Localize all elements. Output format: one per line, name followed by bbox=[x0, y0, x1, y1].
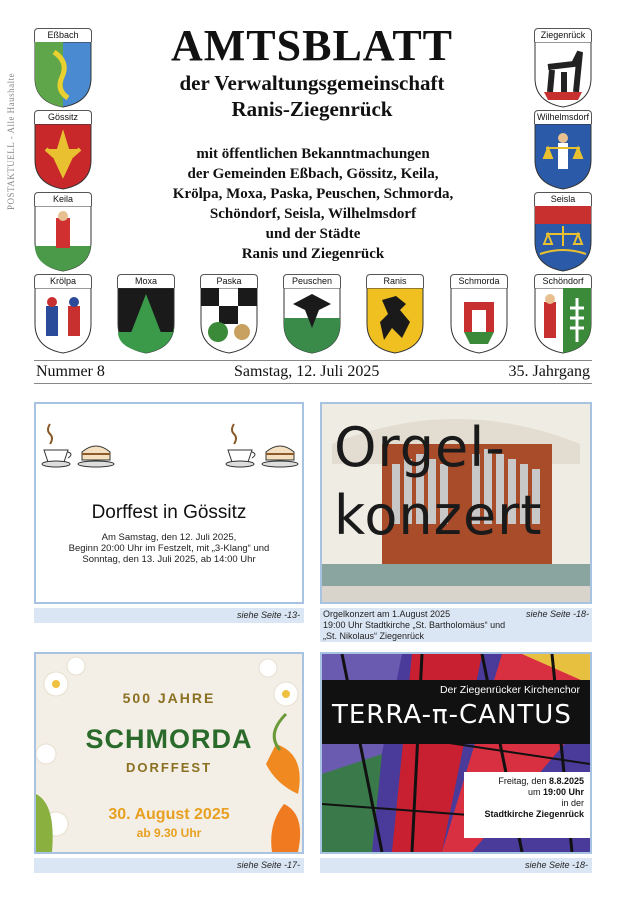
text-part: Freitag, den bbox=[498, 776, 549, 786]
page-title: AMTSBLATT bbox=[170, 21, 454, 70]
crest-seisla bbox=[534, 192, 592, 272]
caption-line: „St. Nikolaus“ Ziegenrück bbox=[323, 631, 425, 641]
subtitle: der Verwaltungsgemeinschaft bbox=[179, 71, 445, 95]
subtitle-2: Ranis-Ziegenrück bbox=[231, 97, 393, 121]
crest-label: Ziegenrück bbox=[534, 28, 592, 42]
crest-moxa-icon bbox=[117, 288, 175, 354]
crest-goessitz bbox=[34, 110, 92, 190]
chor-banner bbox=[322, 680, 590, 744]
crest-essbach-icon bbox=[34, 42, 92, 108]
issue-number: Nummer 8 bbox=[36, 363, 105, 380]
schmorda-box[interactable] bbox=[34, 652, 304, 854]
dorffest-text bbox=[36, 532, 302, 565]
issue-date: Samstag, 12. Juli 2025 bbox=[234, 363, 380, 380]
crest-ranis bbox=[366, 274, 424, 354]
crest-essbach bbox=[34, 28, 92, 108]
chor-box[interactable] bbox=[320, 652, 592, 854]
crest-paska bbox=[200, 274, 258, 354]
crest-label: Ranis bbox=[366, 274, 424, 288]
chor-caption: siehe Seite -18- bbox=[320, 858, 592, 873]
crest-schmorda bbox=[450, 274, 508, 354]
intro-line: der Gemeinden Eßbach, Gössitz, Keila, bbox=[187, 166, 439, 182]
intro-text bbox=[130, 144, 496, 264]
chor-venue: Stadtkirche Ziegenrück bbox=[484, 809, 584, 819]
crest-label: Keila bbox=[34, 192, 92, 206]
crest-ranis-icon bbox=[366, 288, 424, 354]
schmorda-name: SCHMORDA bbox=[85, 724, 253, 754]
caption-line: Orgelkonzert am 1.August 2025 bbox=[323, 609, 451, 619]
crest-peuschen-icon bbox=[283, 288, 341, 354]
intro-line: und der Städte bbox=[265, 226, 361, 242]
dorffest-heading: Dorffest in Gössitz bbox=[91, 502, 247, 523]
crest-label: Schmorda bbox=[450, 274, 508, 288]
text-line: Am Samstag, den 12. Juli 2025, bbox=[101, 532, 237, 543]
intro-line: Krölpa, Moxa, Paska, Peuschen, Schmorda, bbox=[172, 186, 454, 202]
text-line: Beginn 20:00 Uhr im Festzelt, mit „3-Klang“ und bbox=[68, 543, 270, 554]
crest-label: Krölpa bbox=[34, 274, 92, 288]
chor-name: TERRA-π-CANTUS bbox=[332, 700, 572, 730]
crest-schoendorf bbox=[534, 274, 592, 354]
orgel-word2: konzert bbox=[334, 484, 543, 547]
crest-schmorda-icon bbox=[450, 288, 508, 354]
crest-seisla-icon bbox=[534, 206, 592, 272]
schmorda-fest: DORFFEST bbox=[125, 760, 213, 775]
crest-label: Paska bbox=[200, 274, 258, 288]
chor-line1 bbox=[464, 776, 584, 787]
crest-kroelpa-icon bbox=[34, 288, 92, 354]
chor-date: 8.8.2025 bbox=[548, 776, 584, 786]
orgel-caption-block bbox=[320, 608, 592, 642]
orgel-word1: Orgel- bbox=[334, 416, 506, 479]
side-text: POSTAKTUELL - Alle Haushalte bbox=[6, 72, 16, 210]
dorffest-box[interactable] bbox=[34, 402, 304, 604]
chor-top: Der Ziegenrücker Kirchenchor bbox=[439, 684, 580, 696]
schmorda-time: ab 9.30 Uhr bbox=[136, 826, 202, 840]
crest-peuschen bbox=[283, 274, 341, 354]
crest-label: Eßbach bbox=[34, 28, 92, 42]
crest-label: Seisla bbox=[534, 192, 592, 206]
crest-label: Moxa bbox=[117, 274, 175, 288]
chor-info bbox=[464, 772, 590, 838]
crest-wilhelmsdorf bbox=[534, 110, 592, 190]
crest-schoendorf-icon bbox=[534, 288, 592, 354]
coffee-cake-icon bbox=[36, 412, 302, 482]
crest-wilhelmsdorf-icon bbox=[534, 124, 592, 190]
text-line: Sonntag, den 13. Juli 2025, ab 14:00 Uhr bbox=[82, 554, 256, 565]
crest-label: Peuschen bbox=[283, 274, 341, 288]
issue-year: 35. Jahrgang bbox=[508, 363, 590, 380]
crest-ziegenrueck-icon bbox=[534, 42, 592, 108]
crest-paska-icon bbox=[200, 288, 258, 354]
masthead bbox=[120, 22, 504, 122]
schmorda-jahre: 500 JAHRE bbox=[122, 690, 216, 706]
schmorda-date: 30. August 2025 bbox=[108, 806, 230, 823]
crest-keila bbox=[34, 192, 92, 272]
crest-label: Schöndorf bbox=[534, 274, 592, 288]
crest-keila-icon bbox=[34, 206, 92, 272]
crest-ziegenrueck bbox=[534, 28, 592, 108]
intro-line: mit öffentlichen Bekanntmachungen bbox=[196, 146, 430, 162]
chor-line3: in der bbox=[561, 798, 584, 808]
intro-line: Schöndorf, Seisla, Wilhelmsdorf bbox=[209, 206, 417, 222]
chor-line2 bbox=[464, 787, 584, 798]
issue-bar bbox=[34, 360, 592, 384]
dorffest-caption: siehe Seite -13- bbox=[34, 608, 304, 623]
crest-label: Gössitz bbox=[34, 110, 92, 124]
crest-moxa bbox=[117, 274, 175, 354]
intro-line: Ranis und Ziegenrück bbox=[241, 246, 385, 262]
chor-time: 19:00 Uhr bbox=[542, 787, 584, 797]
crest-label: Wilhelmsdorf bbox=[534, 110, 592, 124]
orgel-caption: siehe Seite -18- bbox=[525, 609, 589, 619]
crest-kroelpa bbox=[34, 274, 92, 354]
caption-line: 19:00 Uhr Stadtkirche „St. Bartholomäus“ und bbox=[323, 620, 506, 630]
orgel-box[interactable] bbox=[320, 402, 592, 604]
crest-goessitz-icon bbox=[34, 124, 92, 190]
schmorda-caption: siehe Seite -17- bbox=[34, 858, 304, 873]
text-part: um bbox=[527, 787, 543, 797]
